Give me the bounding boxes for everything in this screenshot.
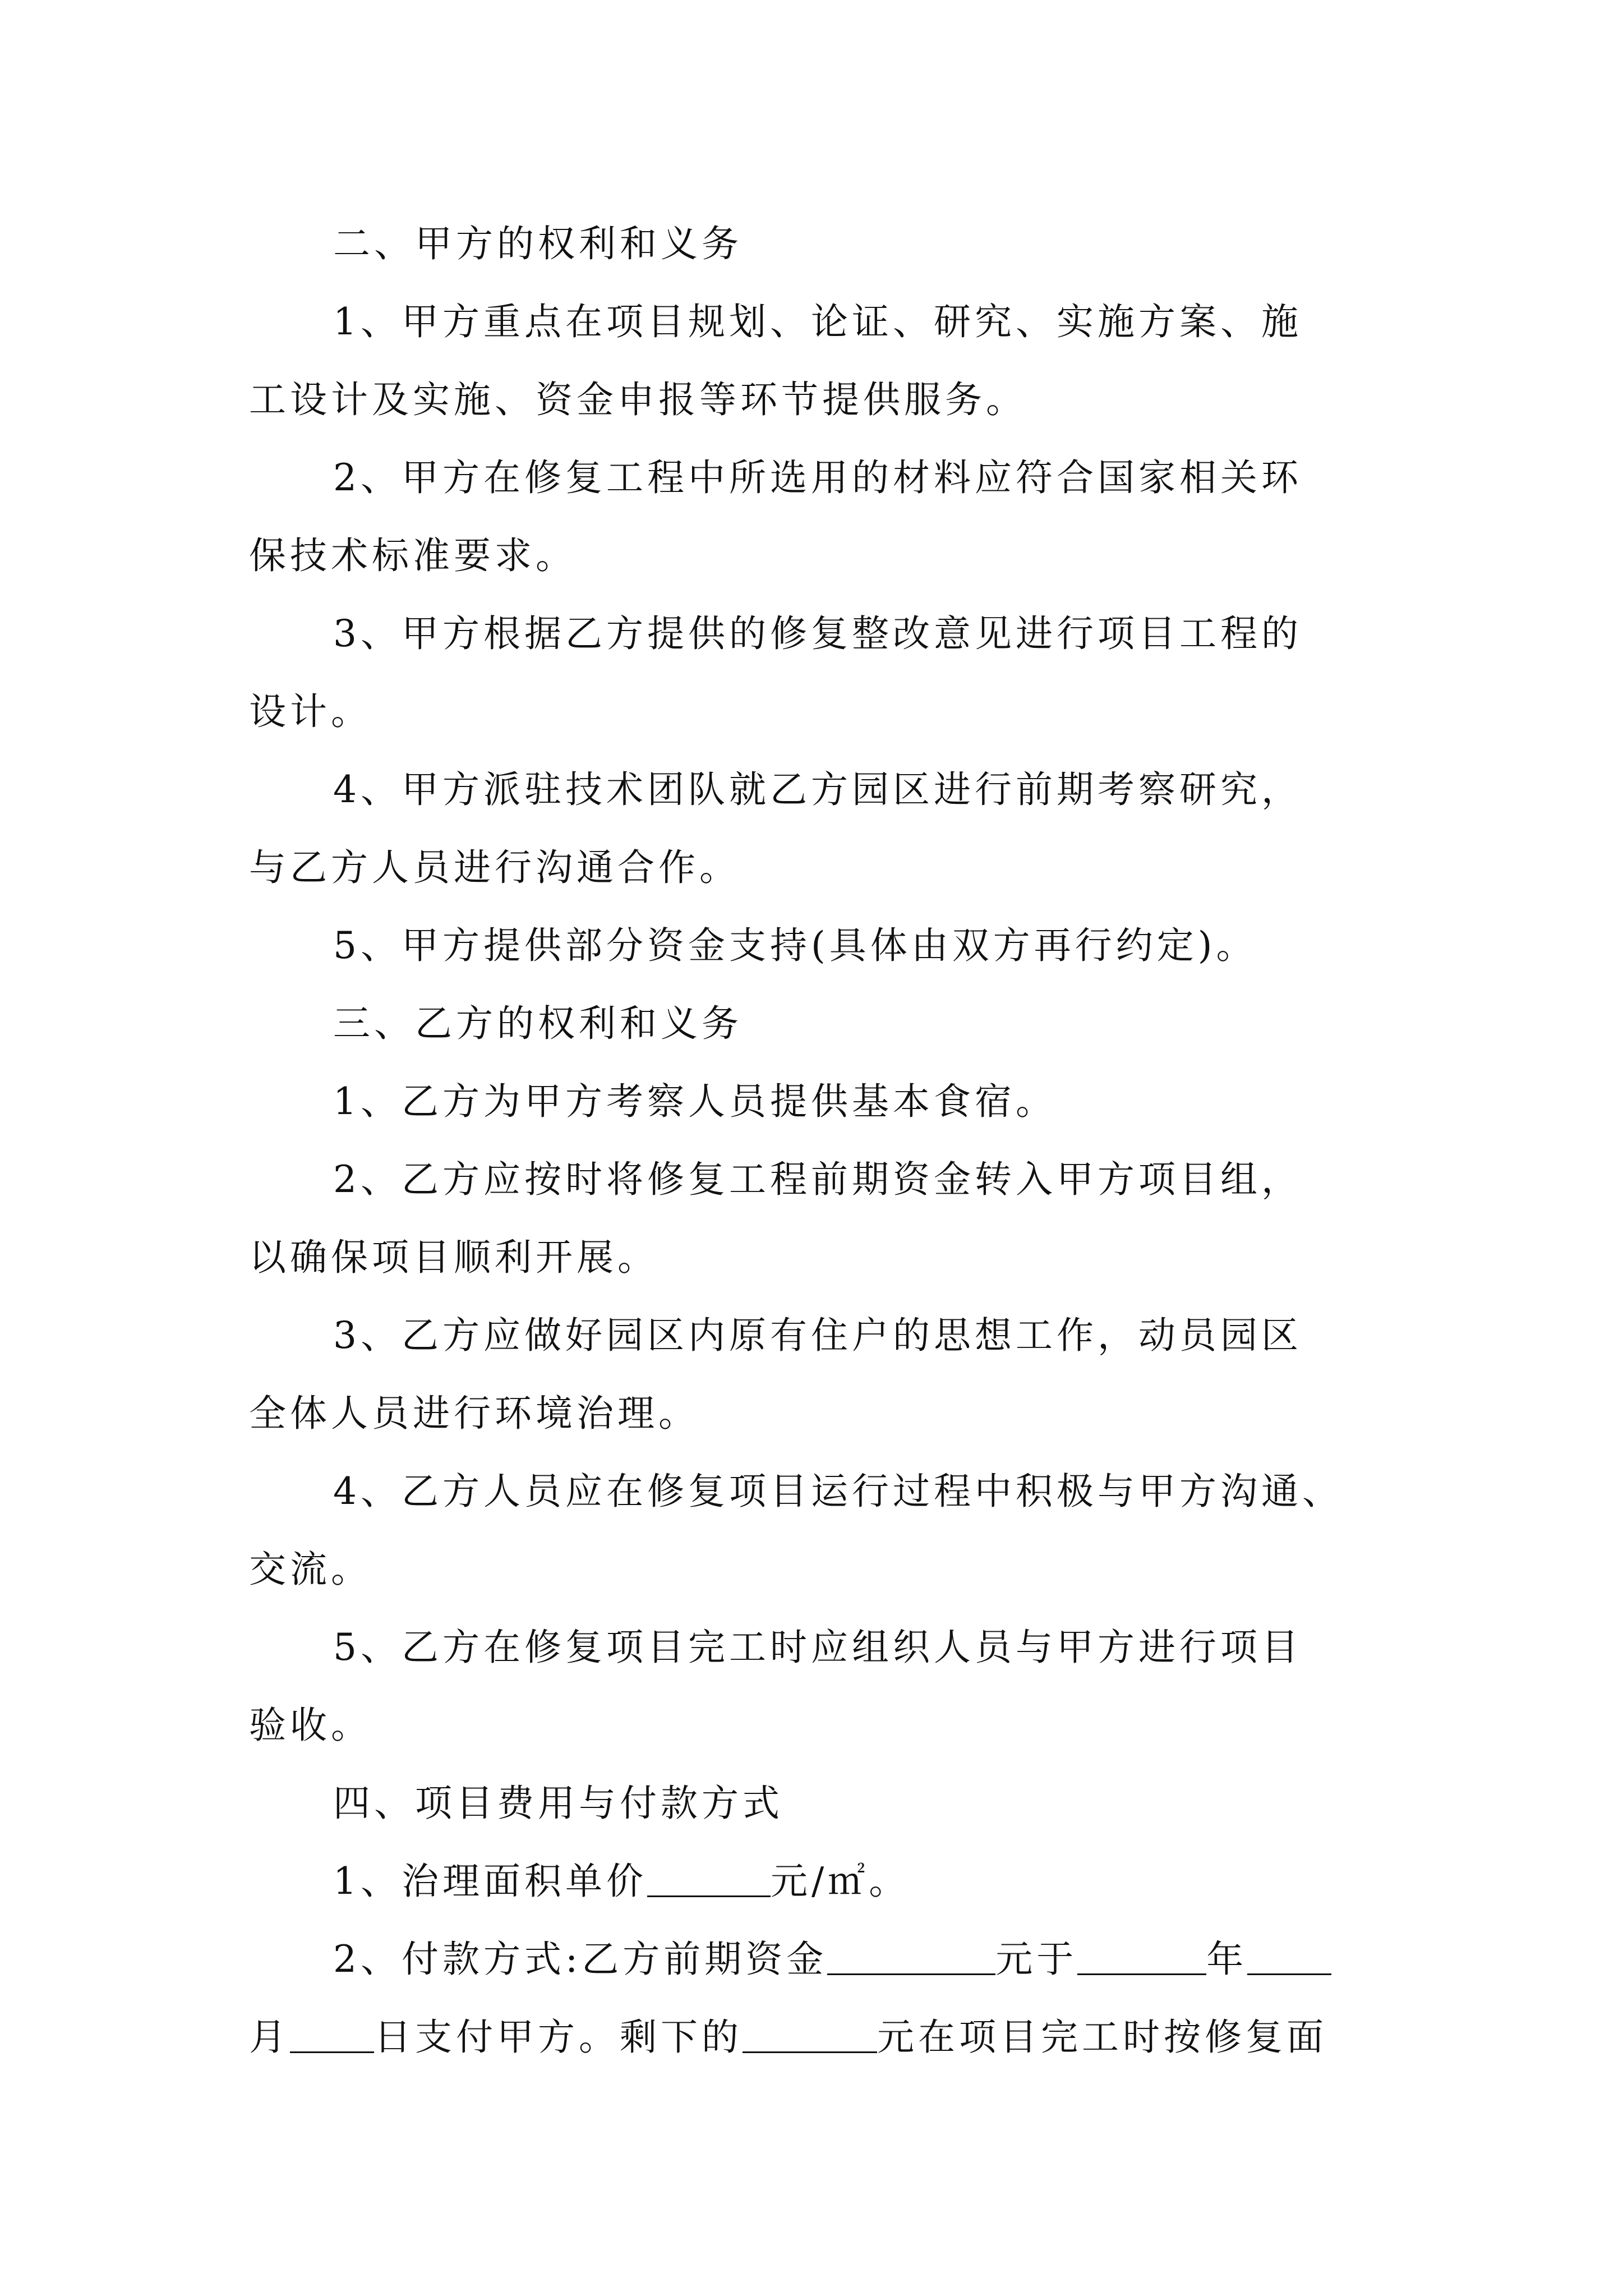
paragraph-line: 以确保项目顺利开展。 xyxy=(249,1236,658,1279)
paragraph-line: 1、甲方重点在项目规划、论证、研究、实施方案、施 xyxy=(333,300,1302,343)
fee-line-suffix: 元/㎡。 xyxy=(771,1860,910,1903)
year-blank xyxy=(1077,1940,1206,1975)
last-line-text-2: 日支付甲方。剩下的 xyxy=(374,2016,743,2059)
paragraph-line: 5、甲方提供部分资金支持(具体由双方再行约定)。 xyxy=(333,924,1257,967)
payment-line-text-2: 元于 xyxy=(995,1938,1078,1981)
payment-continuation-line xyxy=(249,1998,1371,2076)
paragraph-line: 交流。 xyxy=(249,1548,372,1591)
paragraph-line: 保技术标准要求。 xyxy=(249,534,577,577)
paragraph-line: 验收。 xyxy=(249,1704,372,1747)
fee-line-prefix: 1、治理面积单价 xyxy=(333,1860,647,1903)
paragraph-line: 与乙方人员进行沟通合作。 xyxy=(249,846,740,889)
document-body xyxy=(249,205,1371,2076)
last-line-text-1: 月 xyxy=(249,2016,290,2059)
paragraph-line: 2、甲方在修复工程中所选用的材料应符合国家相关环 xyxy=(333,456,1302,499)
unit-price-blank xyxy=(647,1862,771,1897)
paragraph-line: 2、乙方应按时将修复工程前期资金转入甲方项目组， xyxy=(333,1158,1302,1201)
paragraph-line: 全体人员进行环境治理。 xyxy=(249,1392,699,1435)
paragraph-line: 3、甲方根据乙方提供的修复整改意见进行项目工程的 xyxy=(333,612,1302,655)
payment-line-text-3: 年 xyxy=(1206,1938,1248,1981)
section-heading-party-a: 二、甲方的权利和义务 xyxy=(333,222,743,265)
last-line-text-3: 元在项目完工时按修复面 xyxy=(877,2016,1327,2059)
paragraph-line: 4、乙方人员应在修复项目运行过程中积极与甲方沟通、 xyxy=(333,1470,1343,1513)
remaining-amount-blank xyxy=(743,2018,877,2053)
paragraph-line: 3、乙方应做好园区内原有住户的思想工作，动员园区 xyxy=(333,1314,1302,1357)
month-blank xyxy=(1247,1940,1331,1975)
section-heading-fees: 四、项目费用与付款方式 xyxy=(333,1782,783,1825)
paragraph-line: 工设计及实施、资金申报等环节提供服务。 xyxy=(249,378,1027,421)
paragraph-line: 5、乙方在修复项目完工时应组织人员与甲方进行项目 xyxy=(333,1626,1302,1669)
advance-amount-blank xyxy=(827,1940,995,1975)
fee-line xyxy=(249,1842,1371,1920)
section-heading-party-b: 三、乙方的权利和义务 xyxy=(333,1002,743,1045)
payment-line xyxy=(249,1920,1371,1998)
paragraph-line: 4、甲方派驻技术团队就乙方园区进行前期考察研究， xyxy=(333,768,1302,811)
payment-line-text-1: 2、付款方式:乙方前期资金 xyxy=(333,1938,828,1981)
day-blank xyxy=(290,2018,374,2053)
paragraph-line: 设计。 xyxy=(249,690,372,733)
paragraph-line: 1、乙方为甲方考察人员提供基本食宿。 xyxy=(333,1080,1057,1123)
